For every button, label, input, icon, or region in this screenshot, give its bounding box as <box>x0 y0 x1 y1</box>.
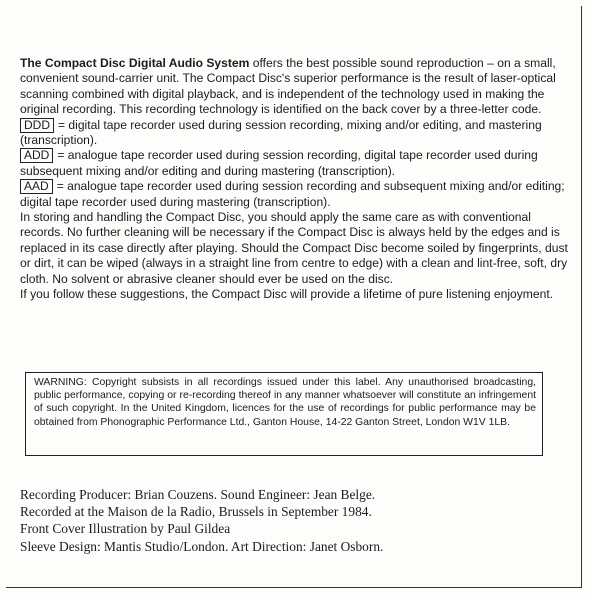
credit-line: Recorded at the Maison de la Radio, Brussels in September 1984. <box>20 504 372 520</box>
credits <box>20 486 560 555</box>
care-paragraph: In storing and handling the Compact Disc, you should apply the same care as with conventional records. No further cleaning will be necessary if the Compact Disc is always held by the edges and is replaced in its case directly after playing. Should the Compact Disc become soiled by fingerprints, dust or dirt, it can be wiped (always in a straight line from centre to edge) with a clean and lint-free, soft, dry cloth. No solvent or abrasive cleaner should ever be used on the disc. <box>20 210 568 286</box>
code-description: = digital tape recorder used during session recording, mixing and/or editing, and mastering (transcription). <box>20 117 542 148</box>
intro-paragraph <box>20 56 572 118</box>
copyright-warning-box: WARNING: Copyright subsists in all recordings issued under this label. Any unauthorised broadcasting, public performance, copying or re-recording thereof in any manner whatsoever will constitute an infringement of such copyright. In the United Kingdom, licences for the use of recordings for public performance may be obtained from Phonographic Performance Ltd., Ganton House, 14-22 Ganton Street, London W1V 1LB. <box>25 372 543 456</box>
code-description: = analogue tape recorder used during session recording, digital tape recorder used during subsequent mixing and/or editing and during mastering (transcription). <box>20 148 538 178</box>
code-description: = analogue tape recorder used during session recording and subsequent mixing and/or editing; digital tape recorder used during mastering (transcription). <box>20 179 565 209</box>
credit-line: Recording Producer: Brian Couzens. Sound Engineer: Jean Belge. <box>20 487 376 502</box>
cd-info-text <box>20 56 572 303</box>
code-row-aad <box>20 179 572 210</box>
credit-line: Front Cover Illustration by Paul Gildea <box>20 521 231 537</box>
intro-heading: The Compact Disc Digital Audio System <box>20 56 250 70</box>
code-badge: AAD <box>20 179 53 194</box>
credit-line: Sleeve Design: Mantis Studio/London. Art Direction: Janet Osborn. <box>20 538 384 554</box>
code-row-ddd <box>20 118 572 149</box>
intro-text: offers the best possible sound reproduction – on a small, convenient sound-carrier unit. The Compact Disc's superior performance is the result of laser-optical scanning combined with digital playback, and is independent of the technology used in making the original recording. This recording technology is identified on the back cover by a three-letter code. <box>20 56 556 117</box>
closing-paragraph: If you follow these suggestions, the Compact Disc will provide a lifetime of pure listening enjoyment. <box>20 287 554 302</box>
code-badge: DDD <box>20 118 54 133</box>
code-row-add <box>20 148 572 179</box>
code-badge: ADD <box>20 148 53 163</box>
